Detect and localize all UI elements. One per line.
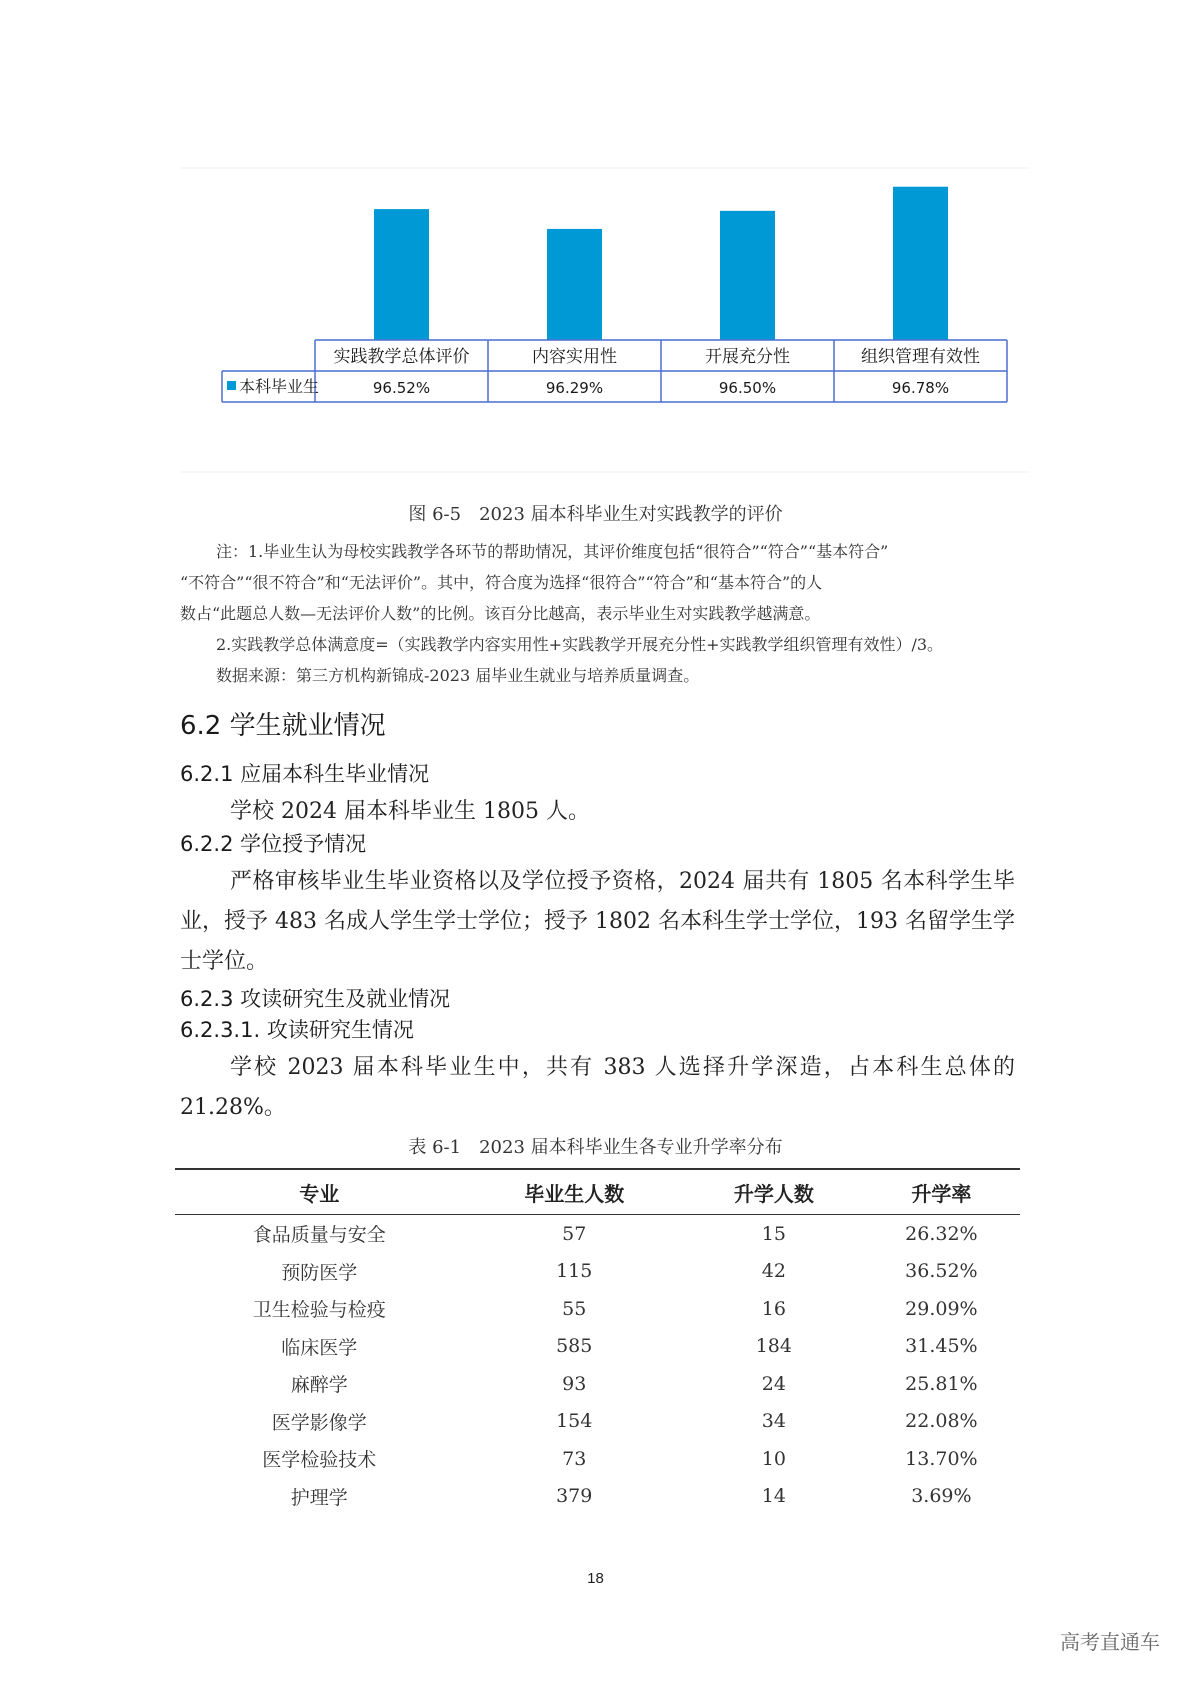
cell-major: 麻醉学 — [290, 1374, 348, 1397]
section-heading-6-2-1: 6.2.1 应届本科生毕业情况 — [180, 762, 430, 786]
legend-swatch — [227, 381, 236, 390]
paragraph-6-2-2: 严格审核毕业生毕业资格以及学位授予资格，2024 届共有 1805 名本科学生毕业，授予 483 名成人学生学士学位；授予 1802 名本科生学士学位，193 名留学生学士学位。 — [180, 869, 1015, 974]
category-label: 开展充分性 — [705, 347, 790, 367]
section-heading-6-2: 6.2 学生就业情况 — [180, 711, 386, 741]
cell-further-study-count: 15 — [761, 1222, 786, 1245]
cell-major: 护理学 — [290, 1486, 348, 1509]
cell-graduates: 379 — [556, 1485, 593, 1508]
cell-further-study-rate: 22.08% — [905, 1410, 978, 1433]
cell-further-study-count: 14 — [761, 1485, 786, 1508]
practice-teaching-evaluation-chart — [0, 0, 1191, 480]
cell-graduates: 585 — [556, 1335, 593, 1358]
cell-further-study-count: 34 — [761, 1410, 786, 1433]
data-source-note: 数据来源：第三方机构新锦成-2023 届毕业生就业与培养质量调查。 — [216, 666, 700, 685]
paragraph-6-2-3-1: 学校 2023 届本科毕业生中，共有 383 人选择升学深造，占本科生总体的 21.28%。 — [180, 1055, 1015, 1120]
header-major: 专业 — [175, 1169, 464, 1215]
cell-major: 医学检验技术 — [262, 1449, 377, 1472]
bar-2 — [720, 211, 775, 340]
table-row — [175, 1478, 1020, 1516]
paragraph-6-2-1: 学校 2024 届本科毕业生 1805 人。 — [230, 799, 590, 824]
cell-further-study-rate: 26.32% — [905, 1222, 978, 1245]
cell-further-study-count: 16 — [761, 1297, 786, 1320]
data-label: 96.50% — [718, 379, 777, 397]
header-further-study-rate: 升学率 — [863, 1169, 1020, 1215]
cell-further-study-count: 42 — [761, 1260, 786, 1283]
cell-major: 临床医学 — [281, 1336, 358, 1359]
table-row — [175, 1290, 1020, 1328]
table-row — [175, 1215, 1020, 1253]
data-label: 96.52% — [372, 379, 431, 397]
cell-further-study-count: 24 — [761, 1372, 786, 1395]
note-line: “不符合”“很不符合”和“无法评价”。其中，符合度为选择“很符合”“符合”和“基本符合”的人 — [180, 573, 823, 592]
cell-further-study-rate: 29.09% — [905, 1297, 978, 1320]
cell-major: 医学影像学 — [271, 1411, 367, 1434]
category-label: 内容实用性 — [532, 347, 617, 367]
note-line: 数占“此题总人数—无法评价人数”的比例。该百分比越高，表示毕业生对实践教学越满意。 — [180, 604, 821, 623]
cell-graduates: 57 — [562, 1222, 587, 1245]
category-label: 组织管理有效性 — [861, 347, 980, 367]
data-label: 96.78% — [891, 379, 950, 397]
table-row — [175, 1440, 1020, 1478]
table-row — [175, 1365, 1020, 1403]
graduate-further-study-table — [175, 1168, 1020, 1515]
category-label: 实践教学总体评价 — [333, 347, 470, 367]
series-name: 本科毕业生 — [239, 377, 320, 396]
cell-major: 食品质量与安全 — [252, 1224, 386, 1247]
chart-bars — [374, 187, 948, 340]
section-heading-6-2-3-1: 6.2.3.1. 攻读研究生情况 — [180, 1018, 414, 1042]
cell-further-study-rate: 3.69% — [911, 1485, 972, 1508]
cell-graduates: 73 — [562, 1447, 587, 1470]
table-title: 表 6-1 2023 届本科毕业生各专业升学率分布 — [408, 1137, 783, 1158]
note-line: 注：1.毕业生认为母校实践教学各环节的帮助情况，其评价维度包括“很符合”“符合”“基本符合” — [216, 542, 889, 561]
cell-major: 卫生检验与检疫 — [252, 1299, 386, 1322]
cell-further-study-rate: 25.81% — [905, 1372, 978, 1395]
chart-data-table — [222, 340, 1007, 402]
cell-graduates: 93 — [562, 1372, 587, 1395]
table-row — [175, 1328, 1020, 1366]
note-line: 2.实践教学总体满意度=（实践教学内容实用性+实践教学开展充分性+实践教学组织管理有效性）/3。 — [216, 635, 944, 654]
section-heading-6-2-2: 6.2.2 学位授予情况 — [180, 832, 367, 856]
watermark-text: 高考直通车 — [1060, 1630, 1160, 1654]
data-label: 96.29% — [545, 379, 604, 397]
cell-graduates: 55 — [562, 1297, 587, 1320]
cell-further-study-rate: 31.45% — [905, 1335, 978, 1358]
bar-1 — [547, 229, 602, 340]
header-graduates: 毕业生人数 — [464, 1169, 685, 1215]
header-further-study-count: 升学人数 — [685, 1169, 863, 1215]
cell-further-study-count: 184 — [755, 1335, 792, 1358]
figure-notes — [180, 536, 1040, 691]
table-row — [175, 1403, 1020, 1441]
bar-0 — [374, 209, 429, 340]
cell-further-study-count: 10 — [761, 1447, 786, 1470]
cell-major: 预防医学 — [281, 1261, 358, 1284]
cell-graduates: 154 — [556, 1410, 593, 1433]
section-heading-6-2-3: 6.2.3 攻读研究生及就业情况 — [180, 987, 451, 1011]
cell-further-study-rate: 13.70% — [905, 1447, 978, 1470]
bar-3 — [893, 187, 948, 340]
cell-further-study-rate: 36.52% — [905, 1260, 978, 1283]
figure-caption: 图 6-5 2023 届本科毕业生对实践教学的评价 — [408, 504, 783, 525]
table-header-row — [175, 1169, 1020, 1215]
table-row — [175, 1253, 1020, 1291]
cell-graduates: 115 — [556, 1260, 593, 1283]
page-number: 18 — [587, 1570, 604, 1587]
